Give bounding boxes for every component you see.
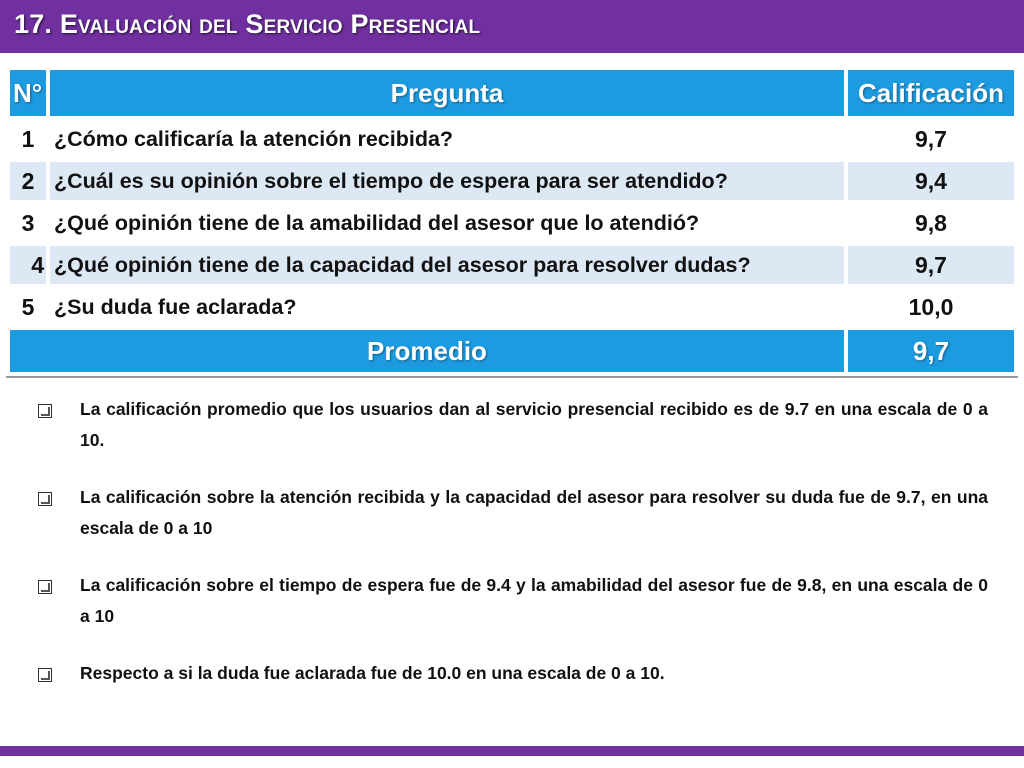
row-question: ¿Su duda fue aclarada?: [50, 288, 844, 326]
evaluation-table: [6, 66, 1018, 378]
row-number: 3: [10, 204, 46, 242]
row-question: ¿Qué opinión tiene de la amabilidad del asesor que lo atendió?: [50, 204, 844, 242]
row-number: 4: [10, 246, 46, 284]
table-row: [10, 120, 1014, 158]
title-bar: [0, 0, 1024, 53]
row-score: 9,4: [848, 162, 1014, 200]
checkbox-bullet-icon: [38, 404, 52, 418]
row-score: 10,0: [848, 288, 1014, 326]
table-row: [10, 246, 1014, 284]
average-score: 9,7: [848, 330, 1014, 372]
header-number: N°: [10, 70, 46, 116]
checkbox-bullet-icon: [38, 580, 52, 594]
table-header-row: [10, 70, 1014, 116]
row-question: ¿Qué opinión tiene de la capacidad del asesor para resolver dudas?: [50, 246, 844, 284]
row-number: 5: [10, 288, 46, 326]
header-question: Pregunta: [50, 70, 844, 116]
average-row: [10, 330, 1014, 372]
checkbox-bullet-icon: [38, 668, 52, 682]
row-score: 9,7: [848, 246, 1014, 284]
table-row: [10, 204, 1014, 242]
bottom-bar: [0, 746, 1024, 756]
row-score: 9,8: [848, 204, 1014, 242]
table-row: [10, 162, 1014, 200]
list-item: [38, 488, 988, 544]
page-title: 17. Evaluación del Servicio Presencial: [14, 9, 481, 39]
list-item: [38, 576, 988, 632]
row-number: 2: [10, 162, 46, 200]
header-score: Calificación: [848, 70, 1014, 116]
row-score: 9,7: [848, 120, 1014, 158]
bullet-text: La calificación promedio que los usuarios dan al servicio presencial recibido es de 9.7 en una escala de 0 a 10.: [80, 399, 988, 450]
list-item: [38, 664, 988, 689]
checkbox-bullet-icon: [38, 492, 52, 506]
bullet-text: Respecto a si la duda fue aclarada fue de 10.0 en una escala de 0 a 10.: [80, 663, 665, 683]
row-question: ¿Cómo calificaría la atención recibida?: [50, 120, 844, 158]
average-label: Promedio: [10, 330, 844, 372]
list-item: [38, 400, 988, 456]
row-number: 1: [10, 120, 46, 158]
bullet-text: La calificación sobre la atención recibida y la capacidad del asesor para resolver su duda fue de 9.7, en una escala de 0 a 10: [80, 487, 988, 538]
row-question: ¿Cuál es su opinión sobre el tiempo de espera para ser atendido?: [50, 162, 844, 200]
bullet-list: [38, 400, 988, 721]
table-row: [10, 288, 1014, 326]
bullet-text: La calificación sobre el tiempo de espera fue de 9.4 y la amabilidad del asesor fue de 9.8, en una escala de 0 a 10: [80, 575, 988, 626]
